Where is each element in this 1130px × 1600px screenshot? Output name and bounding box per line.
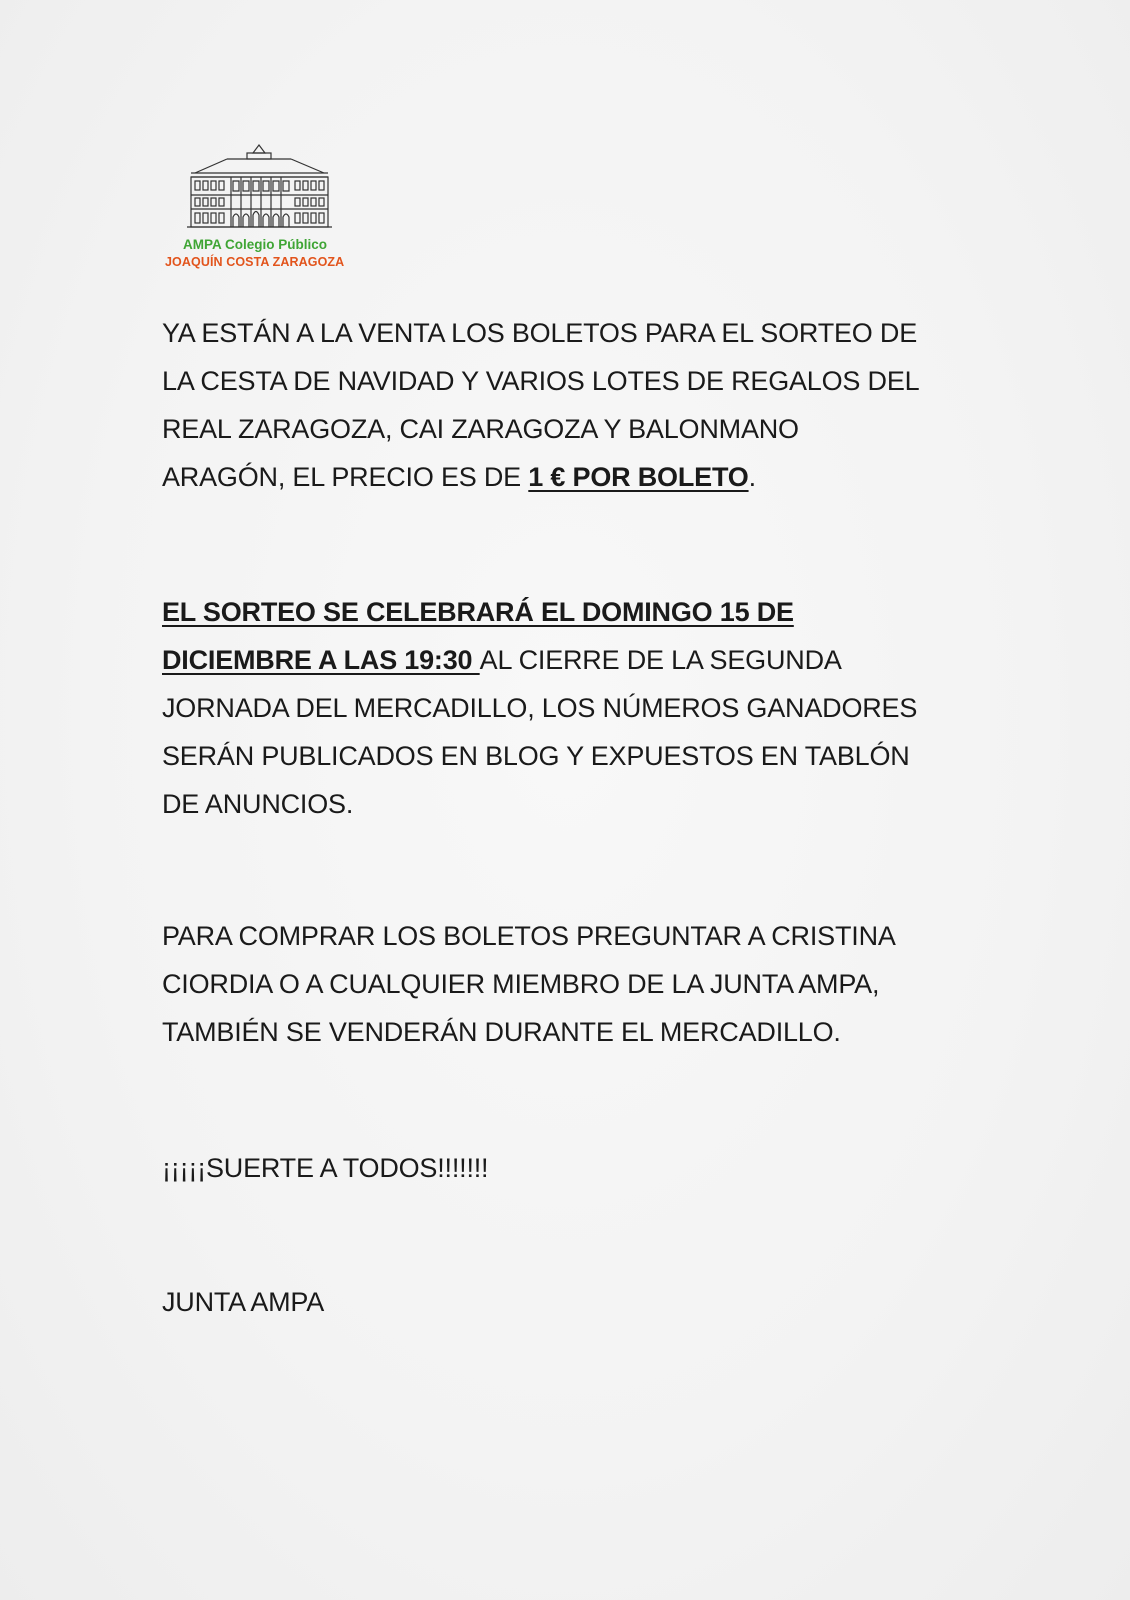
announcement-paragraph bbox=[162, 309, 982, 501]
paragraph-line: TAMBIÉN SE VENDERÁN DURANTE EL MERCADILLO. bbox=[162, 1017, 841, 1047]
price-emphasis: 1 € POR BOLETO bbox=[528, 462, 749, 492]
paragraph-line: LA CESTA DE NAVIDAD Y VARIOS LOTES DE REGALOS DEL bbox=[162, 366, 920, 396]
draw-date-emphasis-2: DICIEMBRE A LAS 19:30 bbox=[162, 645, 480, 675]
closing-message: ¡¡¡¡¡SUERTE A TODOS!!!!!!! bbox=[162, 1153, 489, 1183]
purchase-info-paragraph bbox=[162, 912, 982, 1056]
paragraph-line: DE ANUNCIOS. bbox=[162, 789, 354, 819]
price-line bbox=[162, 453, 982, 501]
school-building-icon bbox=[187, 143, 332, 233]
draw-time-rest: AL CIERRE DE LA SEGUNDA bbox=[479, 645, 842, 675]
price-suffix: . bbox=[748, 462, 756, 492]
paragraph-line: CIORDIA O A CUALQUIER MIEMBRO DE LA JUNTA AMPA, bbox=[162, 969, 880, 999]
signature: JUNTA AMPA bbox=[162, 1287, 325, 1317]
logo-ampa-name: AMPA Colegio Público bbox=[183, 237, 327, 252]
draw-date-emphasis-1: EL SORTEO SE CELEBRARÁ EL DOMINGO 15 DE bbox=[162, 597, 794, 627]
paragraph-line: PARA COMPRAR LOS BOLETOS PREGUNTAR A CRISTINA bbox=[162, 921, 896, 951]
logo-school-name: JOAQUÍN COSTA ZARAGOZA bbox=[165, 255, 345, 269]
paragraph-line: REAL ZARAGOZA, CAI ZARAGOZA Y BALONMANO bbox=[162, 414, 799, 444]
paragraph-line: YA ESTÁN A LA VENTA LOS BOLETOS PARA EL SORTEO DE bbox=[162, 318, 918, 348]
draw-date-paragraph bbox=[162, 588, 982, 828]
ampa-logo bbox=[165, 143, 365, 273]
paragraph-line: SERÁN PUBLICADOS EN BLOG Y EXPUESTOS EN TABLÓN bbox=[162, 741, 910, 771]
paragraph-line: JORNADA DEL MERCADILLO, LOS NÚMEROS GANADORES bbox=[162, 693, 918, 723]
draw-date-line bbox=[162, 588, 982, 636]
draw-time-line bbox=[162, 636, 982, 684]
price-prefix: ARAGÓN, EL PRECIO ES DE bbox=[162, 462, 529, 492]
